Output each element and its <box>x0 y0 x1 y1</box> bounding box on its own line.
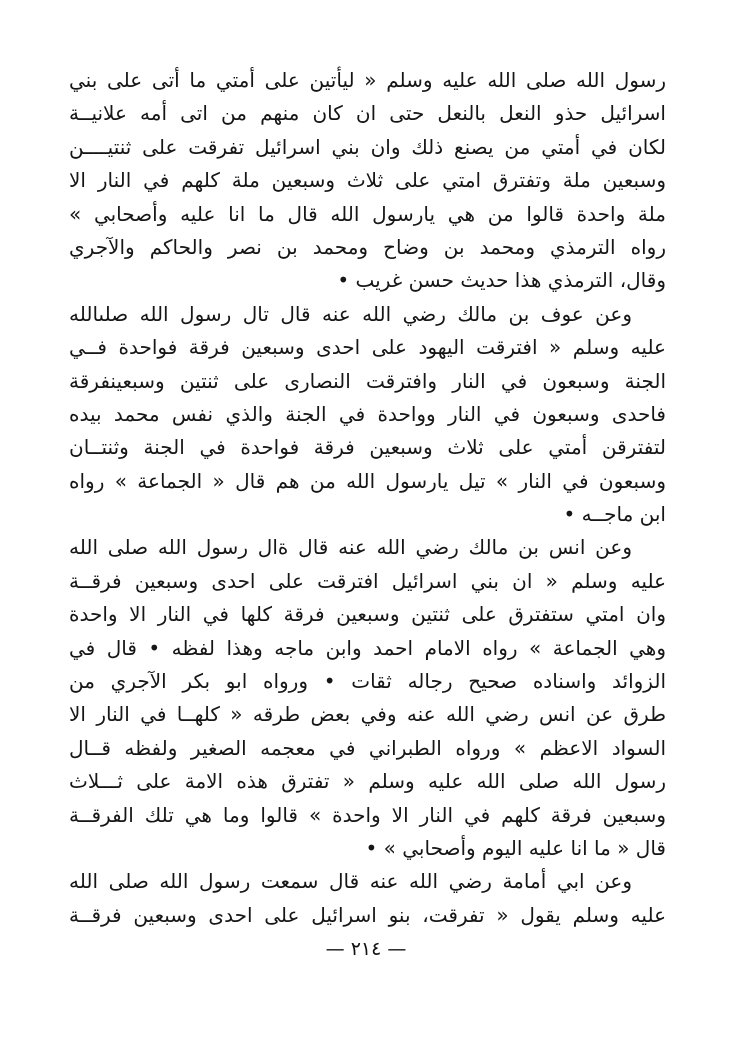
text-line: وسبعين ملة وتفترق امتي على ثلاث وسبعين ملة كلهم في النار الا <box>69 168 666 193</box>
text-line: لكان في أمتي من يصنع ذلك وان بني اسرائيل تفرقت على ثنتيــــن <box>69 134 666 159</box>
text-line: الجنة وسبعون في النار وافترقت النصارى على ثنتين وسبعينفرقة <box>69 368 666 393</box>
text-line: اسرائيل حذو النعل بالنعل حتى ان كان منهم من اتى أمه علانيــة <box>69 101 666 126</box>
page-number: — ٢١٤ — <box>325 938 407 960</box>
text-line: وعن ابي أمامة رضي الله عنه قال سمعت رسول الله صلى الله <box>69 869 632 894</box>
text-line: وان امتي ستفترق على ثنتين وسبعين فرقة كلها في النار الا واحدة <box>69 602 666 627</box>
text-line: عليه وسلم يقول « تفرقت، بنو اسرائيل على احدى وسبعين فرقــة <box>69 902 666 927</box>
text-line: فاحدى وسبعون في النار وواحدة في الجنة والذي نفس محمد بيده <box>69 401 666 426</box>
text-line: رواه الترمذي ومحمد بن وضاح ومحمد بن نصر والحاكم والآجري <box>69 234 666 259</box>
text-line: وسبعون في النار » تيل يارسول الله من هم قال « الجماعة » رواه <box>69 468 666 493</box>
text-line: قال « ما انا عليه اليوم وأصحابي » • <box>365 835 666 860</box>
text-line: وهي الجماعة » رواه الامام احمد وابن ماجه وهذا لفظه • قال في <box>69 635 666 660</box>
text-line: ملة واحدة قالوا من هي يارسول الله قال ما انا عليه وأصحابي » <box>69 201 666 226</box>
text-line: وعن انس بن مالك رضي الله عنه قال ةال رسول الله صلى الله <box>69 535 632 560</box>
text-line: طرق عن انس رضي الله عنه وفي بعض طرقه « كلهــا في النار الا <box>69 702 666 727</box>
text-line: وعن عوف بن مالك رضي الله عنه قال تال رسول الله صلىالله <box>69 301 632 326</box>
text-line: رسول الله صلى الله عليه وسلم « تفترق هذه الامة على ثـــلاث <box>69 769 666 794</box>
text-line: لتفترقن أمتي على ثلاث وسبعين فرقة فواحدة في الجنة وثنتــان <box>69 435 666 460</box>
text-line: عليه وسلم « افترقت اليهود على احدى وسبعين فرقة فواحدة فــي <box>69 335 666 360</box>
text-line: السواد الاعظم » ورواه الطبراني في معجمه الصغير ولفظه قــال <box>69 735 666 760</box>
text-line: الزوائد واسناده صحيح رجاله ثقات • ورواه ابو بكر الآجري من <box>69 669 666 694</box>
text-line: عليه وسلم « ان بني اسرائيل افترقت على احدى وسبعين فرقــة <box>69 568 666 593</box>
text-line: رسول الله صلى الله عليه وسلم « ليأتين على أمتي ما أتى على بني <box>69 68 666 92</box>
text-line: وقال، الترمذي هذا حديث حسن غريب • <box>337 268 666 293</box>
text-line: وسبعين فرقة كلهم في النار الا واحدة » قالوا وما هي تلك الفرقــة <box>69 802 666 827</box>
page-text-block <box>69 64 666 932</box>
text-line: ابن ماجــه • <box>563 502 666 527</box>
